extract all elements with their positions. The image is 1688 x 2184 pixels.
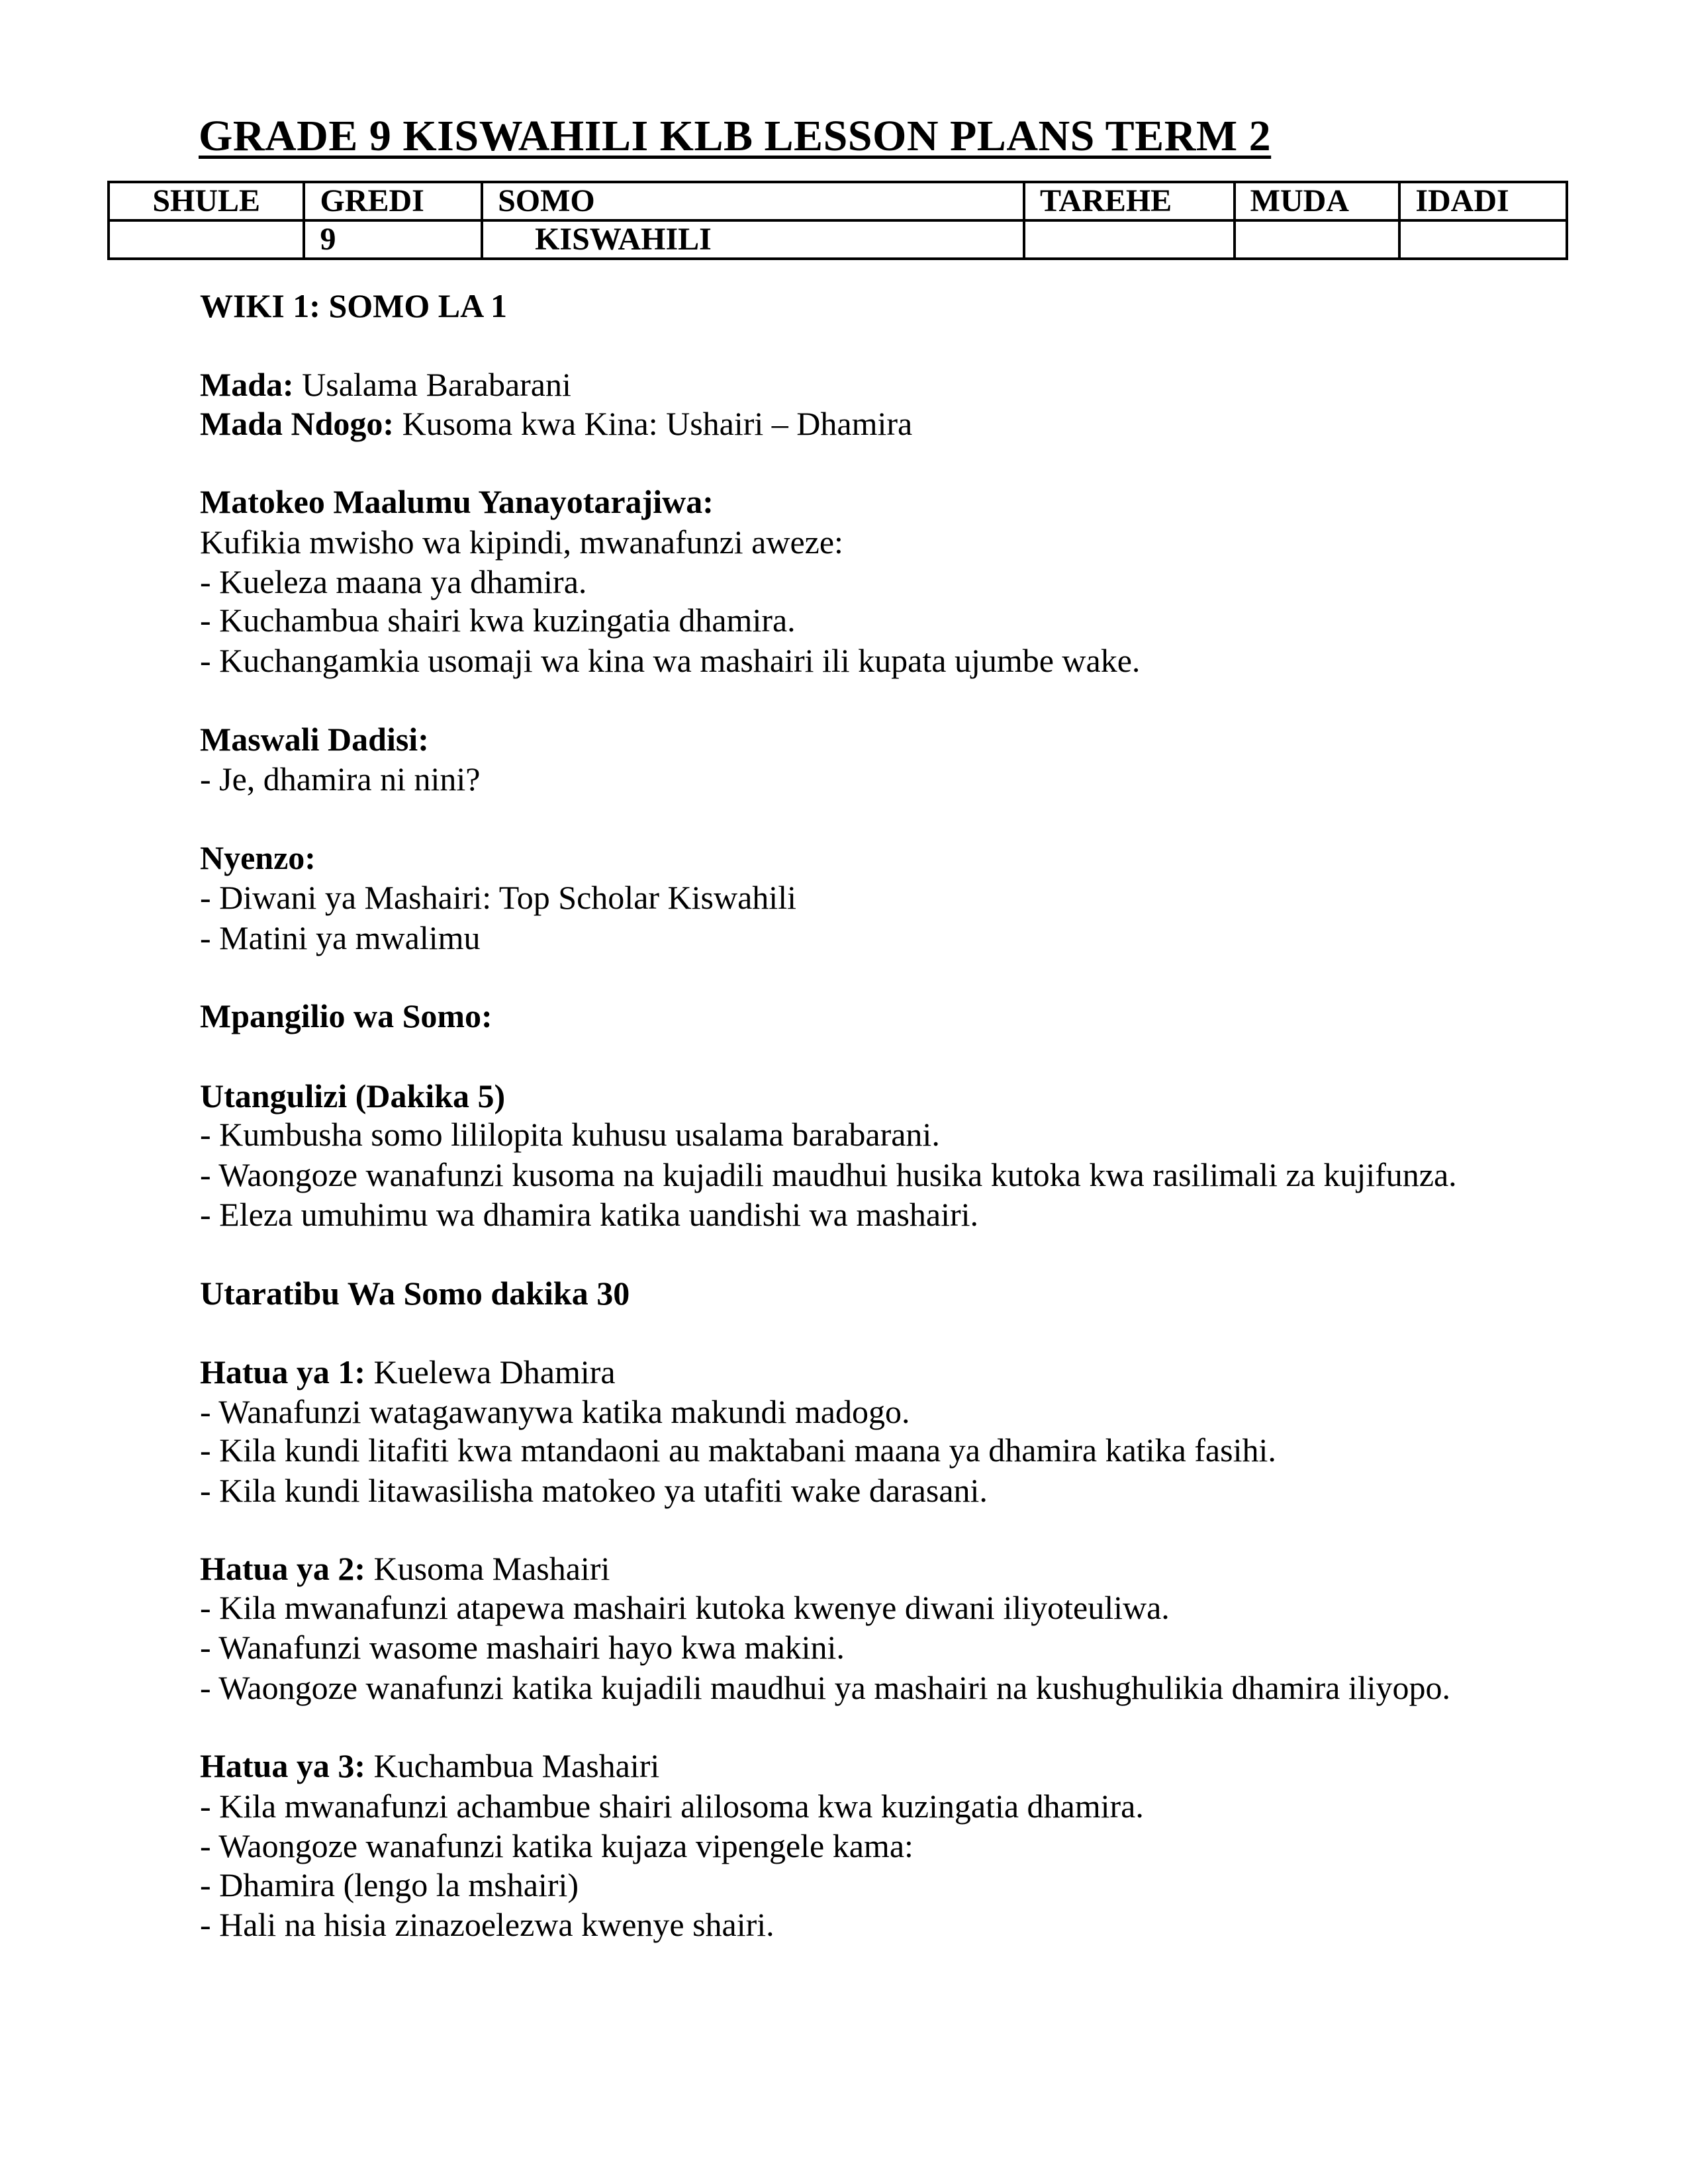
hatua-1-label: Hatua ya 1: bbox=[200, 1353, 365, 1390]
header-table-value-row bbox=[109, 220, 1567, 259]
matokeo-item: - Kuchambua shairi kwa kuzingatia dhamira. bbox=[200, 602, 796, 639]
hatua-3-label: Hatua ya 3: bbox=[200, 1747, 365, 1784]
header-cell-tarehe: TAREHE bbox=[1024, 182, 1235, 220]
header-cell-idadi: IDADI bbox=[1399, 182, 1567, 220]
hatua-1-item: - Kila kundi litawasilisha matokeo ya utafiti wake darasani. bbox=[200, 1472, 988, 1509]
hatua-2-item: - Kila mwanafunzi atapewa mashairi kutoka kwenye diwani iliyoteuliwa. bbox=[200, 1589, 1170, 1626]
hatua-3-item: - Hali na hisia zinazoelezwa kwenye shairi. bbox=[200, 1906, 774, 1943]
mada-ndogo-line bbox=[200, 404, 912, 443]
hatua-3-item: - Waongoze wanafunzi katika kujaza vipengele kama: bbox=[200, 1827, 914, 1864]
maswali-item: - Je, dhamira ni nini? bbox=[200, 760, 481, 797]
maswali-heading: Maswali Dadisi: bbox=[200, 721, 429, 758]
nyenzo-heading: Nyenzo: bbox=[200, 839, 316, 876]
hatua-2-item: - Wanafunzi wasome mashairi hayo kwa makini. bbox=[200, 1629, 845, 1666]
utangulizi-item: - Eleza umuhimu wa dhamira katika uandishi wa mashairi. bbox=[200, 1196, 979, 1233]
mada-ndogo-label: Mada Ndogo: bbox=[200, 405, 395, 442]
utaratibu-heading: Utaratibu Wa Somo dakika 30 bbox=[200, 1275, 630, 1312]
header-table bbox=[107, 181, 1568, 260]
hatua-1-title: Kuelewa Dhamira bbox=[365, 1353, 616, 1390]
mada-line bbox=[200, 365, 571, 404]
hatua-2-label: Hatua ya 2: bbox=[200, 1550, 365, 1587]
value-cell-gredi: 9 bbox=[304, 220, 482, 259]
nyenzo-item: - Diwani ya Mashairi: Top Scholar Kiswahili bbox=[200, 879, 796, 916]
header-cell-somo: SOMO bbox=[482, 182, 1024, 220]
value-cell-tarehe bbox=[1024, 220, 1235, 259]
lesson-heading: WIKI 1: SOMO LA 1 bbox=[200, 287, 507, 324]
header-cell-shule: SHULE bbox=[109, 182, 304, 220]
hatua-1-item: - Kila kundi litafiti kwa mtandaoni au maktabani maana ya dhamira katika fasihi. bbox=[200, 1432, 1276, 1469]
hatua-3-item: - Dhamira (lengo la mshairi) bbox=[200, 1866, 579, 1903]
hatua-3-title: Kuchambua Mashairi bbox=[365, 1747, 660, 1784]
value-cell-muda bbox=[1235, 220, 1400, 259]
hatua-2-item: - Waongoze wanafunzi katika kujadili maudhui ya mashairi na kushughulikia dhamira iliyopo. bbox=[200, 1669, 1451, 1706]
utangulizi-item: - Waongoze wanafunzi kusoma na kujadili maudhui husika kutoka kwa rasilimali za kujifunza. bbox=[200, 1156, 1457, 1193]
value-cell-idadi bbox=[1399, 220, 1567, 259]
mada-label: Mada: bbox=[200, 366, 294, 403]
hatua-3-item: - Kila mwanafunzi achambue shairi alilosoma kwa kuzingatia dhamira. bbox=[200, 1788, 1144, 1825]
header-cell-muda: MUDA bbox=[1235, 182, 1400, 220]
mpangilio-heading: Mpangilio wa Somo: bbox=[200, 997, 492, 1034]
matokeo-heading: Matokeo Maalumu Yanayotarajiwa: bbox=[200, 483, 714, 520]
mada-value: Usalama Barabarani bbox=[293, 366, 571, 403]
document-title: GRADE 9 KISWAHILI KLB LESSON PLANS TERM 2 bbox=[199, 112, 1272, 160]
value-cell-somo: KISWAHILI bbox=[482, 220, 1024, 259]
hatua-2-heading bbox=[200, 1549, 610, 1588]
hatua-2-title: Kusoma Mashairi bbox=[365, 1550, 610, 1587]
hatua-3-heading bbox=[200, 1746, 659, 1786]
matokeo-intro: Kufikia mwisho wa kipindi, mwanafunzi aweze: bbox=[200, 523, 843, 561]
matokeo-item: - Kuchangamkia usomaji wa kina wa mashairi ili kupata ujumbe wake. bbox=[200, 642, 1141, 679]
header-table-head-row bbox=[109, 182, 1567, 220]
value-cell-shule bbox=[109, 220, 304, 259]
header-cell-gredi: GREDI bbox=[304, 182, 482, 220]
hatua-1-item: - Wanafunzi watagawanywa katika makundi madogo. bbox=[200, 1393, 910, 1430]
hatua-1-heading bbox=[200, 1352, 616, 1392]
matokeo-item: - Kueleza maana ya dhamira. bbox=[200, 563, 587, 600]
mada-ndogo-value: Kusoma kwa Kina: Ushairi – Dhamira bbox=[394, 405, 913, 442]
nyenzo-item: - Matini ya mwalimu bbox=[200, 919, 481, 956]
utangulizi-item: - Kumbusha somo lililopita kuhusu usalama barabarani. bbox=[200, 1116, 940, 1153]
utangulizi-heading: Utangulizi (Dakika 5) bbox=[200, 1077, 506, 1115]
